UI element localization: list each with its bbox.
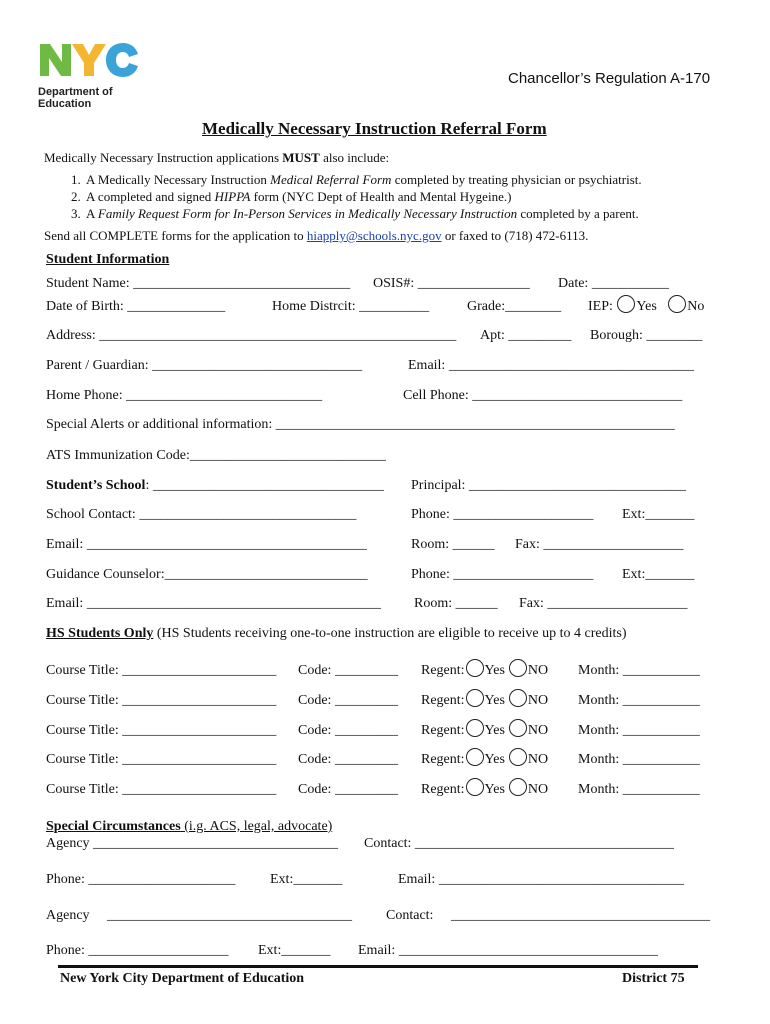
regent-no-radio[interactable] (509, 748, 527, 766)
school-phone-field[interactable]: Phone: ____________________ (411, 507, 594, 522)
send-prefix: Send all COMPLETE forms for the application to (44, 228, 307, 243)
student-school-field[interactable] (46, 478, 384, 494)
course-title-field[interactable]: Course Title: ______________________ (46, 782, 277, 797)
counselor-email-field[interactable]: Email: __________________________________________ (46, 596, 381, 611)
requirement-item: 1. A Medically Necessary Instruction Medical Referral Form completed by treating physician or psychiatrist. (84, 171, 642, 188)
regent-no-radio[interactable] (509, 659, 527, 677)
course-code-field[interactable]: Code: _________ (298, 752, 398, 767)
course-title-field[interactable]: Course Title: ______________________ (46, 663, 277, 678)
regent-no-label: NO (527, 693, 549, 708)
address-field[interactable]: Address: ___________________________________________________ (46, 328, 457, 343)
requirements-list (44, 171, 642, 222)
school-email-field[interactable]: Email: ________________________________________ (46, 537, 367, 552)
special-alerts-field[interactable]: Special Alerts or additional information: _________________________________________________________ (46, 417, 675, 432)
contact-field-2[interactable] (386, 908, 710, 924)
school-contact-field[interactable]: School Contact: _______________________________ (46, 507, 357, 522)
course-month-field[interactable]: Month: ___________ (578, 752, 700, 767)
contact-label-2: Contact: (386, 908, 434, 923)
footer-department: New York City Department of Education (60, 971, 305, 986)
agency-field-1[interactable]: Agency ___________________________________ (46, 836, 339, 851)
special-circumstances-heading (46, 819, 332, 835)
counselor-phone-field[interactable]: Phone: ____________________ (411, 567, 594, 582)
school-fax-field[interactable]: Fax: ____________________ (515, 537, 684, 552)
regent-no-label: NO (527, 752, 549, 767)
course-title-field[interactable]: Course Title: ______________________ (46, 752, 277, 767)
student-info-heading: Student Information (46, 252, 170, 267)
home-district-field[interactable]: Home Distrcit: __________ (272, 299, 430, 314)
regent-yes-radio[interactable] (466, 689, 484, 707)
agency-line-2: ___________________________________ (107, 908, 353, 923)
logo-line-1: Department of (38, 86, 113, 98)
regent-yes-radio[interactable] (466, 659, 484, 677)
special-phone-field-1[interactable]: Phone: _____________________ (46, 872, 236, 887)
special-ext-field-1[interactable]: Ext:_______ (270, 872, 343, 887)
course-code-field[interactable]: Code: _________ (298, 782, 398, 797)
parent-guardian-field[interactable]: Parent / Guardian: ______________________________ (46, 358, 363, 373)
school-room-field[interactable]: Room: ______ (411, 537, 495, 552)
email-link[interactable]: hiapply@schools.nyc.gov (306, 228, 442, 243)
footer-rule (58, 965, 698, 968)
regent-label: Regent: (421, 693, 465, 708)
regent-no-radio[interactable] (509, 778, 527, 796)
regent-yes-radio[interactable] (466, 778, 484, 796)
course-month-field[interactable]: Month: ___________ (578, 693, 700, 708)
hs-heading-note: (HS Students receiving one-to-one instruction are eligible to receive up to 4 credits) (153, 626, 627, 641)
regent-no-label: NO (527, 663, 549, 678)
regent-group (421, 782, 548, 798)
counselor-room-field[interactable]: Room: ______ (414, 596, 498, 611)
regent-yes-label: Yes (484, 752, 505, 767)
principal-field[interactable]: Principal: _______________________________ (411, 478, 686, 493)
cell-phone-field[interactable]: Cell Phone: ______________________________ (403, 388, 683, 403)
contact-line-2: _____________________________________ (450, 908, 710, 923)
guidance-counselor-field[interactable]: Guidance Counselor:_____________________________ (46, 567, 368, 582)
course-month-field[interactable]: Month: ___________ (578, 782, 700, 797)
iep-yes-label: Yes (636, 299, 657, 314)
regent-yes-label: Yes (484, 663, 505, 678)
iep-no-radio[interactable] (668, 295, 686, 313)
course-month-field[interactable]: Month: ___________ (578, 723, 700, 738)
send-instructions (44, 228, 588, 244)
course-code-field[interactable]: Code: _________ (298, 723, 398, 738)
contact-field-1[interactable]: Contact: _____________________________________ (364, 836, 674, 851)
course-month-field[interactable]: Month: ___________ (578, 663, 700, 678)
counselor-fax-field[interactable]: Fax: ____________________ (519, 596, 688, 611)
iep-no-label: No (687, 299, 705, 314)
date-field[interactable]: Date: ___________ (558, 276, 669, 291)
special-heading-note: (i.g. ACS, legal, advocate) (180, 819, 333, 834)
regent-group (421, 723, 548, 739)
regent-yes-label: Yes (484, 693, 505, 708)
special-email-field-2[interactable]: Email: _____________________________________ (358, 943, 658, 958)
nyc-doe-logo (38, 40, 140, 110)
requirement-item: 2. A completed and signed HIPPA form (NYC Dept of Health and Mental Hygeine.) (84, 188, 642, 205)
school-ext-field[interactable]: Ext:_______ (622, 507, 695, 522)
regent-no-radio[interactable] (509, 719, 527, 737)
logo-line-2: Education (38, 98, 92, 110)
regent-group (421, 752, 548, 768)
student-name-field[interactable]: Student Name: _______________________________ (46, 276, 351, 291)
regent-label: Regent: (421, 723, 465, 738)
regent-yes-label: Yes (484, 782, 505, 797)
course-code-field[interactable]: Code: _________ (298, 693, 398, 708)
iep-yes-radio[interactable] (617, 295, 635, 313)
intro-suffix: also include: (319, 150, 390, 165)
iep-group (588, 299, 704, 315)
special-phone-field-2[interactable]: Phone: ____________________ (46, 943, 229, 958)
intro-prefix: Medically Necessary Instruction applications (44, 150, 283, 165)
regent-group (421, 693, 548, 709)
dob-field[interactable]: Date of Birth: ______________ (46, 299, 226, 314)
course-title-field[interactable]: Course Title: ______________________ (46, 693, 277, 708)
regent-group (421, 663, 548, 679)
nyc-wordmark-icon (38, 40, 140, 78)
footer-district: District 75 (622, 971, 685, 986)
regent-no-label: NO (527, 723, 549, 738)
regulation-number: Chancellor’s Regulation A-170 (508, 70, 711, 87)
grade-field[interactable]: Grade:________ (467, 299, 562, 314)
special-ext-field-2[interactable]: Ext:_______ (258, 943, 331, 958)
intro-must: MUST (282, 150, 320, 165)
regent-no-radio[interactable] (509, 689, 527, 707)
intro-text (44, 150, 389, 166)
regent-label: Regent: (421, 663, 465, 678)
apt-field[interactable]: Apt: _________ (480, 328, 572, 343)
regent-label: Regent: (421, 782, 465, 797)
hs-heading-label: HS Students Only (46, 626, 154, 641)
agency-label-2: Agency (46, 908, 90, 923)
regent-yes-radio[interactable] (466, 719, 484, 737)
regent-yes-radio[interactable] (466, 748, 484, 766)
send-suffix: or faxed to (718) 472-6113. (441, 228, 589, 243)
ats-immunization-field[interactable]: ATS Immunization Code:____________________________ (46, 448, 386, 463)
course-code-field[interactable]: Code: _________ (298, 663, 398, 678)
agency-field-2[interactable] (46, 908, 352, 924)
borough-field[interactable]: Borough: ________ (590, 328, 703, 343)
iep-label: IEP: (588, 299, 613, 314)
requirement-item: 3. A Family Request Form for In-Person Services in Medically Necessary Instruction completed by a parent. (84, 205, 642, 222)
home-phone-field[interactable]: Home Phone: ____________________________ (46, 388, 323, 403)
parent-email-field[interactable]: Email: ___________________________________ (408, 358, 694, 373)
regent-no-label: NO (527, 782, 549, 797)
student-school-line: : _________________________________ (145, 478, 384, 493)
counselor-ext-field[interactable]: Ext:_______ (622, 567, 695, 582)
regent-label: Regent: (421, 752, 465, 767)
form-title: Medically Necessary Instruction Referral Form (202, 119, 547, 138)
course-title-field[interactable]: Course Title: ______________________ (46, 723, 277, 738)
special-email-field-1[interactable]: Email: ___________________________________ (398, 872, 684, 887)
special-heading-label: Special Circumstances (46, 819, 181, 834)
student-school-label: Student’s School (46, 478, 146, 493)
osis-field[interactable]: OSIS#: ________________ (373, 276, 530, 291)
regent-yes-label: Yes (484, 723, 505, 738)
hs-students-heading (46, 626, 627, 642)
